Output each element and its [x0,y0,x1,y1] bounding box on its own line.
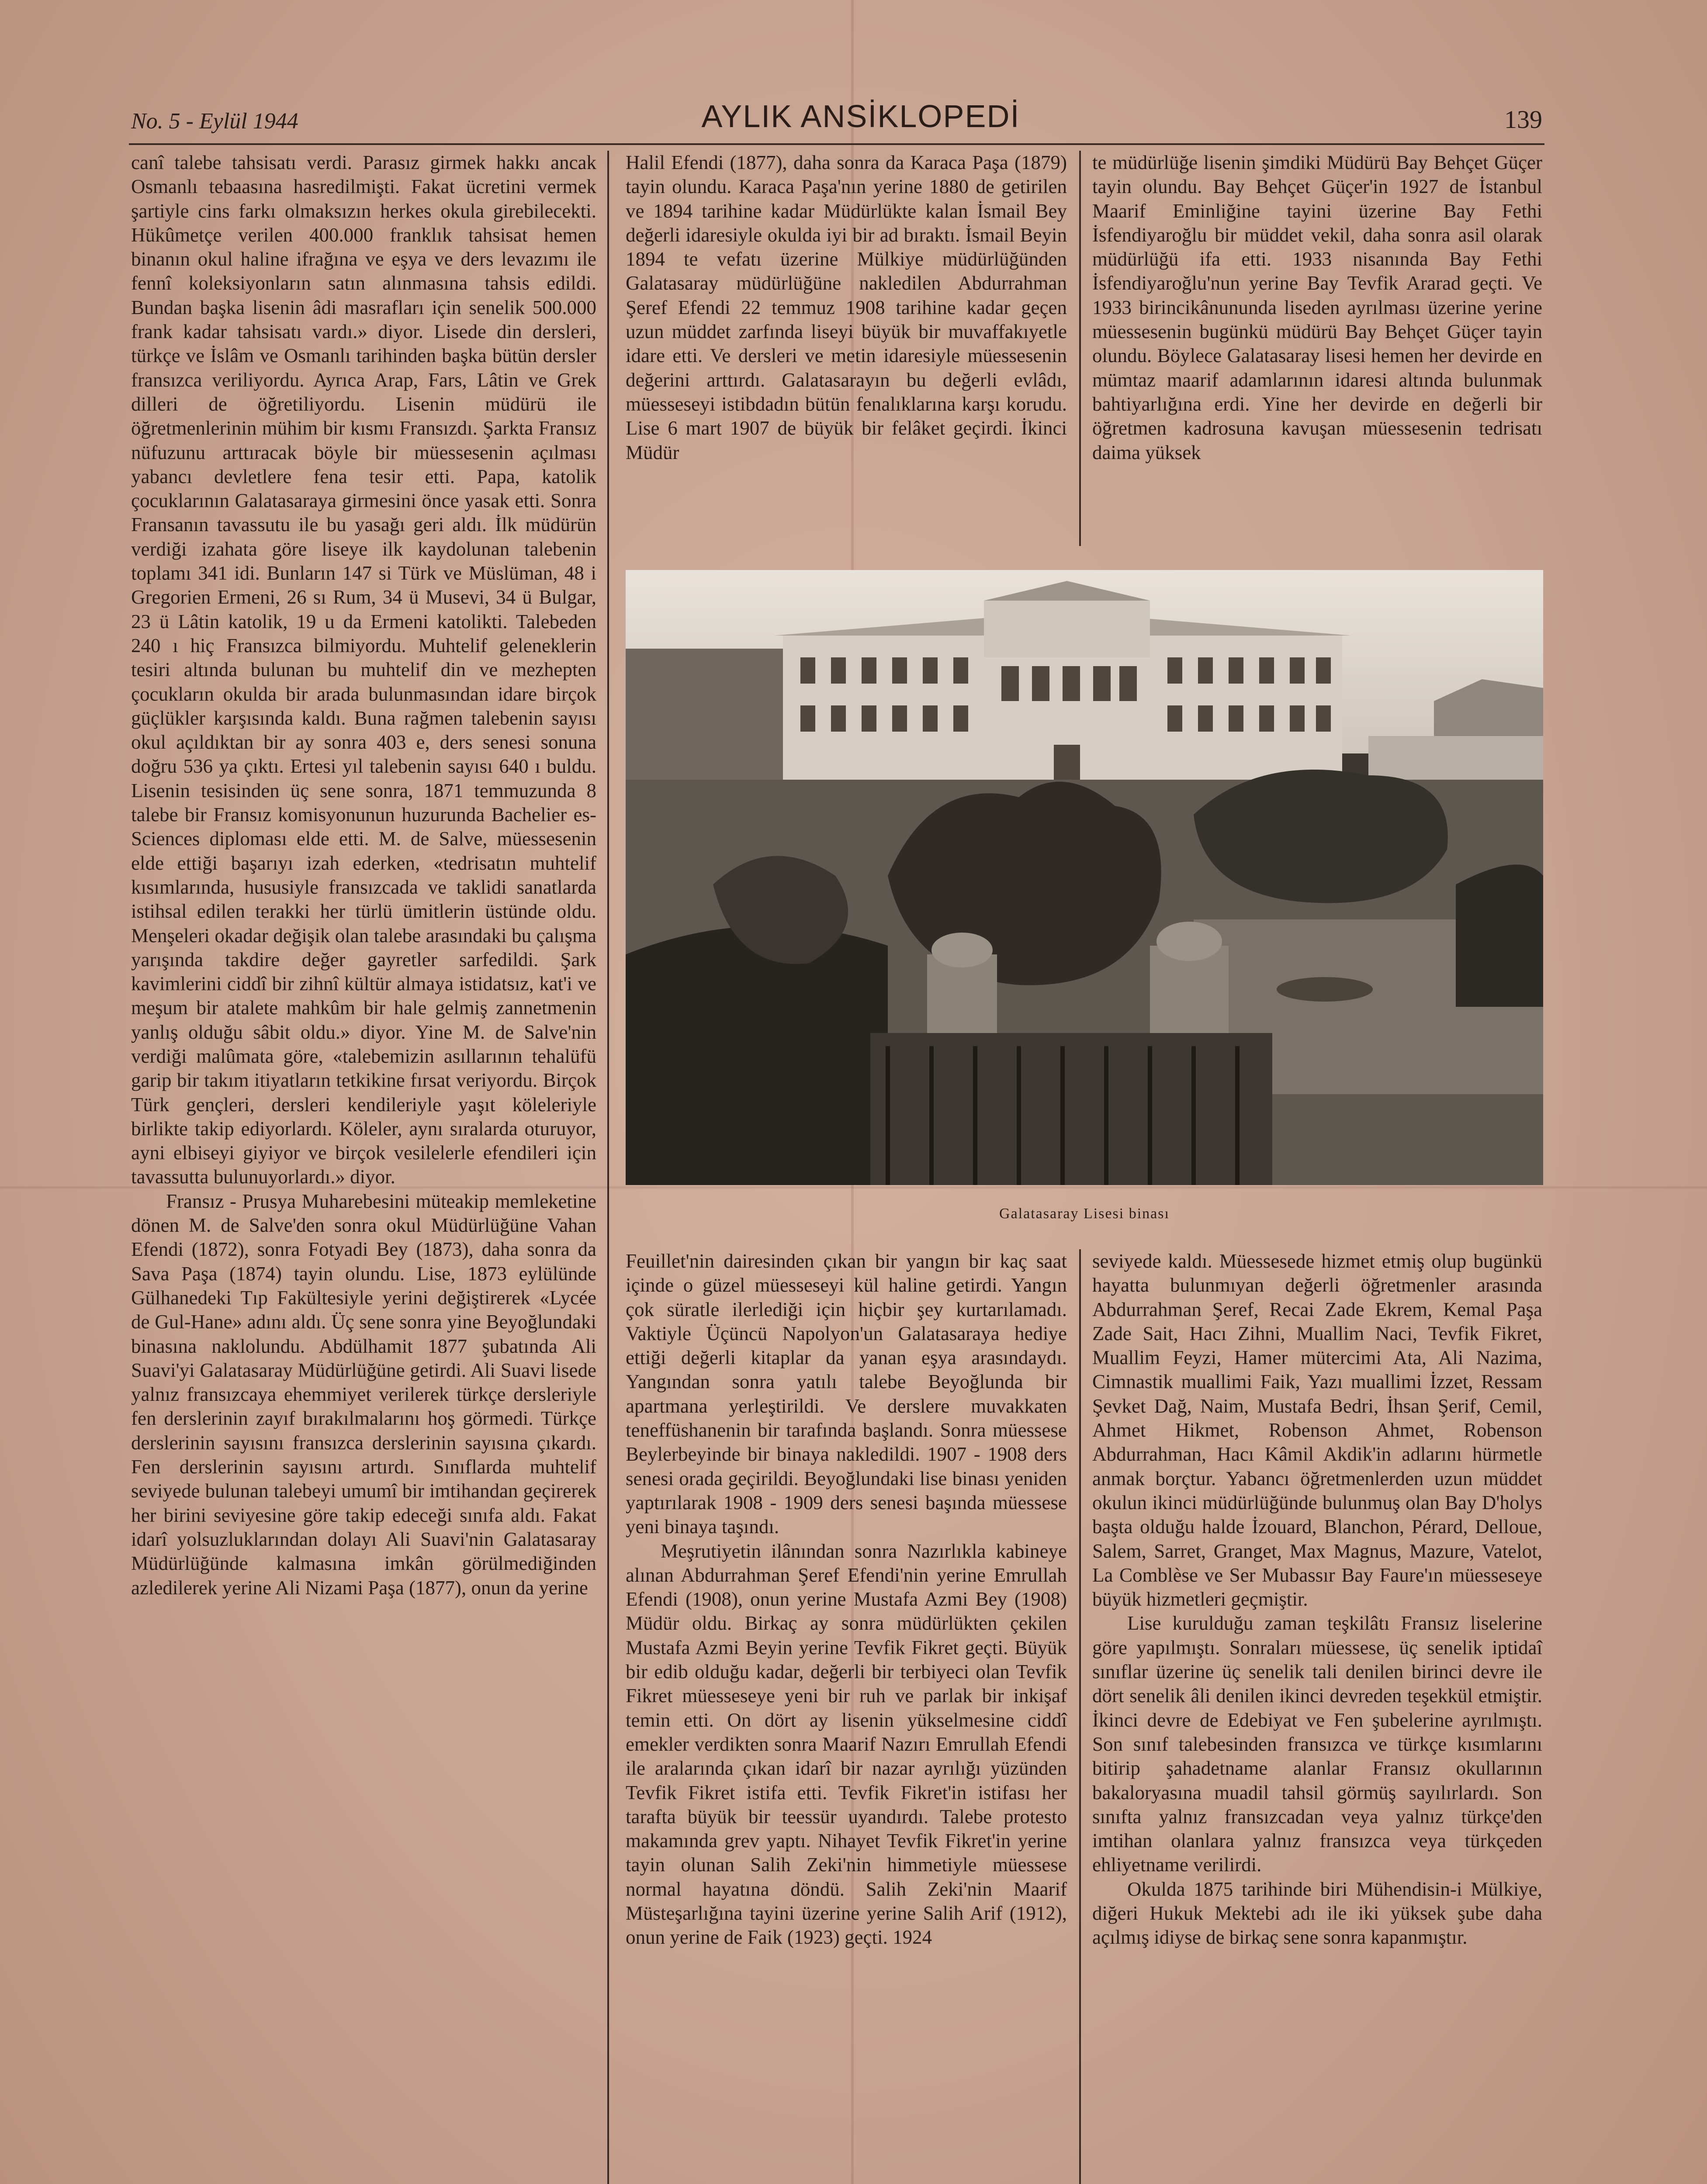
paragraph: canî talebe tahsisatı verdi. Parasız girmek hakkı ancak Osmanlı tebaasına hasredilmişti. Fakat ücretini vermek şartiyle cins farkı olmaksızın herkes okula girebilecekti. Hükûmetçe verilen 400.000 franklık tahsisat hemen binanın okul haline ifrağına ve eşya ve ders levazımı ile fennî koleksiyonların satın alınmasına tahsis edildi. Bundan başka lisenin âdi masrafları için senelik 500.000 frank kadar tahsisatı vardı.» diyor. Lisede din dersleri, türkçe ve İslâm ve Osmanlı tarihinden başka bütün dersler fransızca veriliyordu. Ayrıca Arap, Fars, Lâtin ve Grek dilleri de öğretiliyordu. Lisenin müdürü ile öğretmenlerinin mühim bir kısmı Fransızdı. Şarkta Fransız nüfuzunu arttıracak böyle bir müessesenin açılması yabancı devletlere fena tesir etti. Papa, katolik çocuklarının Galatasaraya girmesini önce yasak etti. Sonra Fransanın tavassutu ile bu yasağı geri aldı. İlk müdürün verdiği izahata göre liseye ilk kaydolunan talebenin toplamı 341 idi. Bunların 147 si Türk ve Müslüman, 48 i Gregorien Ermeni, 26 sı Rum, 34 ü Musevi, 34 ü Bulgar, 23 ü Lâtin katolik, 19 u da Ermeni katolikti. Talebeden 240 ı hiç Fransızca bilmiyordu. Muhtelif geleneklerin tesiri altında bulunan bu muhtelif din ve mezhepten çocukların okulda bir arada bulunmasından idare birçok güçlükler karşısında kaldı. Buna rağmen talebenin sayısı okul açıldıktan bir ay sonra 403 e, ders senesi sonuna doğru 536 ya çıktı. Ertesi yıl talebenin sayısı 640 ı buldu. Lisenin tesisinden üç sene sonra, 1871 temmuzunda 8 talebe bir Fransız komisyonunun huzurunda Bachelier es-Sciences diploması elde etti. M. de Salve, müessesenin elde ettiği başarıyı izah ederken, «tedrisatın muhtelif kısımlarında, hususiyle fransızcada ve taklidi sanatlarda istihsal edilen terakki her türlü ümitlerin üstünde oldu. Menşeleri okadar değişik olan talebe arasındaki bu çalışma yarışında takdire değer gayretler sarfedildi. Şark kavimlerini ciddî bir zihnî kültür almaya istidatsız, kat'i ve meşum bir atalete mahkûm bir hale gelmiş zannetmenin yanlış olduğu sâbit oldu.» diyor. Yine M. de Salve'nin verdiği malûmata göre, «talebemizin asıllarının tehalüfü garip bir takım itiyatların tetkikine fırsat veriyordu. Birçok Türk gençleri, dersleri kendileriyle yaşıt köleleriyle birlikte takip ediyorlardı. Köleler, aynı sıralarda oturuyor, ayni elbiseyi giyiyor ve birçok vesilelerle efendileri için tavassutta bulunuyorlardı.» diyor. [131,152,596,1188]
article-column-2-bottom [626,1249,1067,1950]
publication-title: AYLIK ANSİKLOPEDİ [701,99,1020,134]
paragraph: Lise kurulduğu zaman teşkilâtı Fransız liselerine göre yapılmıştı. Sonraları müessese, üç senelik iptidaî sınıflar üzerine üç senelik tali denilen birinci devre ile dört senelik âli denilen ikinci devreden teşekkül etmiştir. İkinci devre de Edebiyat ve Fen şubelerine ayrılmıştı. Son sınıf talebesinden fransızca ve türkçe kısımlarını bitirip şahadetname alanlar Fransız okullarının bakaloryasına muadil tahsil görmüş sayılırlardı. Son sınıfta yalnız fransızcadan veya yalnız türkçe'den imtihan olanlara yalnız fransızca veya türkçeden ehliyetname verilirdi. [1092,1612,1542,1876]
paragraph: seviyede kaldı. Müessesede hizmet etmiş olup bugünkü hayatta bulunmıyan değerli öğretmenler arasında Abdurrahman Şeref, Recai Zade Ekrem, Kemal Paşa Zade Sait, Hacı Zihni, Muallim Naci, Tevfik Fikret, Muallim Feyzi, Hamer mütercimi Ata, Ali Nazima, Cimnastik muallimi Faik, Yazı muallimi İzzet, Ressam Şevket Dağ, Naim, Mustafa Bedri, İhsan Şerif, Cemil, Ahmet Hikmet, Robenson Ahmet, Robenson Abdurrahman, Hacı Kâmil Akdik'in adlarını hürmetle anmak borçtur. Yabancı öğretmenlerden uzun müddet okulun ikinci müdürlüğünde bulunmuş olan Bay D'holys başta olduğu halde İzouard, Blanchon, Pérard, Delloue, Salem, Sarret, Granget, Max Magnus, Mazure, Vatelot, La Comblèse ve Ser Mubassır Bay Faure'ın müesseseye büyük hizmetleri geçmiştir. [1092,1250,1542,1610]
paragraph: Halil Efendi (1877), daha sonra da Karaca Paşa (1879) tayin olundu. Karaca Paşa'nın yerine 1880 de getirilen ve 1894 tarihine kadar Müdürlükte kalan İsmail Bey değerli idaresiyle okulda iyi bir ad bıraktı. İsmail Beyin 1894 te vefatı üzerine Mülkiye müdürlüğünden Galatasaray müdürlüğüne nakledilen Abdurrahman Şeref Efendi 22 temmuz 1908 tarihine kadar geçen uzun müddet zarfında liseyi büyük bir muvaffakıyetle idare etti. Ve dersleri ve metin idaresiyle müessesenin değerini arttırdı. Galatasarayın bu değerli evlâdı, müesseseyi istibdadın bütün fenalıklarına karşı korudu. Lise 6 mart 1907 de büyük bir felâket geçirdi. İkinci Müdür [626,152,1067,463]
issue-label: No. 5 - Eylül 1944 [131,109,298,134]
article-column-2-top [626,151,1067,465]
paragraph: Okulda 1875 tarihinde biri Mühendisin-i Mülkiye, diğeri Hukuk Mektebi adı ile iki yüksek şube daha açılmış idiyse de birkaç sene sonra kapanmıştır. [1092,1878,1542,1949]
article-column-1 [131,151,596,1600]
article-column-3-top [1092,151,1542,465]
article-column-3-bottom [1092,1249,1542,1950]
column-divider-right-bottom [1079,1249,1081,2184]
photo-caption: Galatasaray Lisesi binası [999,1206,1170,1222]
school-building-photo [626,570,1543,1185]
paragraph: Feuillet'nin dairesinden çıkan bir yangın bir kaç saat içinde o güzel müesseseyi kül haline getirdi. Yangın çok süratle ilerlediği için hiçbir şey kurtarılamadı. Vaktiyle Üçüncü Napolyon'un Galatasaraya hediye ettiği değerli kitaplar da yanan eşya arasındaydı. Yangından sonra yatılı talebe Beyoğlunda bir apartmana yerleştirildi. Ve derslere muvakkaten teneffüshanenin bir tarafında başlandı. Sonra müessese Beylerbeyinde bir binaya nakledildi. 1907 - 1908 ders senesi orada geçirildi. Beyoğlundaki lise binası yeniden yaptırılarak 1908 - 1909 ders senesi başında müessese yeni binaya taşındı. [626,1250,1067,1538]
paragraph: te müdürlüğe lisenin şimdiki Müdürü Bay Behçet Güçer tayin olundu. Bay Behçet Güçer'in 1927 de İstanbul Maarif Eminliğine tayini üzerine Bay Fethi İsfendiyaroğlu bir müddet vekil, daha sonra asil olarak müdürlüğü ifa etti. 1933 nisanında Bay Fethi İsfendiyaroğlu'nun yerine Bay Tevfik Ararad geçti. Ve 1933 birincikânununda liseden ayrılması üzerine yerine müessesenin bugünkü müdürü Bay Behçet Güçer tayin olundu. Böylece Galatasaray lisesi hemen her devirde en mümtaz maarif adamlarının idaresi altında bulunmak bahtiyarlığına erdi. Yine her devirde en değerli bir öğretmen kadrosuna kavuşan müessesenin tedrisatı daima yüksek [1092,152,1542,463]
column-divider-left [607,151,609,2184]
paragraph: Fransız - Prusya Muharebesini müteakip memleketine dönen M. de Salve'den sonra okul Müdürlüğüne Vahan Efendi (1872), sonra Fotyadi Bey (1873), daha sonra da Sava Paşa (1874) tayin olundu. Lise, 1873 eylülünde Gülhanedeki Tıp Fakültesiyle yerini değiştirerek «Lycée de Gul-Hane» adını aldı. Üç sene sonra yine Beyoğlundaki binasına naklolundu. Abdülhamit 1877 şubatında Ali Suavi'yi Galatasaray Müdürlüğüne getirdi. Ali Suavi lisede yalnız fransızcaya ehemmiyet verilerek türkçe dersleriyle fen derslerinin zayıf bırakılmalarını hoş görmedi. Türkçe derslerinin sayısını fransızca derslerinin sayısına çıkardı. Fen derslerinin sayısını artırdı. Sınıflarda muhtelif seviyede bulunan talebeyi umumî bir imtihandan geçirerek her birini seviyesine göre takip edeceği sınıfa aldı. Fakat idarî yolsuzluklarından dolayı Ali Suavi'nin Galatasaray Müdürlüğünde kalmasına imkân görülmediğinden azledilerek yerine Ali Nizami Paşa (1877), onun da yerine [131,1190,596,1599]
header-rule [129,143,1544,145]
paragraph: Meşrutiyetin ilânından sonra Nazırlıkla kabineye alınan Abdurrahman Şeref Efendi'nin yerine Emrullah Efendi (1908), onun yerine Mustafa Azmi Bey (1908) Müdür oldu. Birkaç ay sonra müdürlükten çekilen Mustafa Azmi Beyin yerine Tevfik Fikret geçti. Büyük bir edib olduğu kadar, değerli bir terbiyeci olan Tevfik Fikret müesseseye yeni bir ruh ve parlak bir inkişaf temin etti. On dört ay lisenin yükselmesine ciddî emekler verdikten sonra Maarif Nazırı Emrullah Efendi ile aralarında çıkan idarî bir nazar ayrılığı yüzünden Tevfik Fikret istifa etti. Tevfik Fikret'in istifası her tarafta büyük bir teessür uyandırdı. Talebe protesto makamında grev yaptı. Nihayet Tevfik Fikret'in yerine tayin olunan Salih Zeki'nin himmetiyle müessese normal hayatına döndü. Salih Zeki'nin Maarif Müsteşarlığına tayini üzerine yerine Salih Arif (1912), onun yerine de Faik (1923) geçti. 1924 [626,1540,1067,1949]
building-illustration [626,570,1543,1185]
column-divider-right-top [1079,151,1081,546]
page-number: 139 [1504,105,1542,134]
